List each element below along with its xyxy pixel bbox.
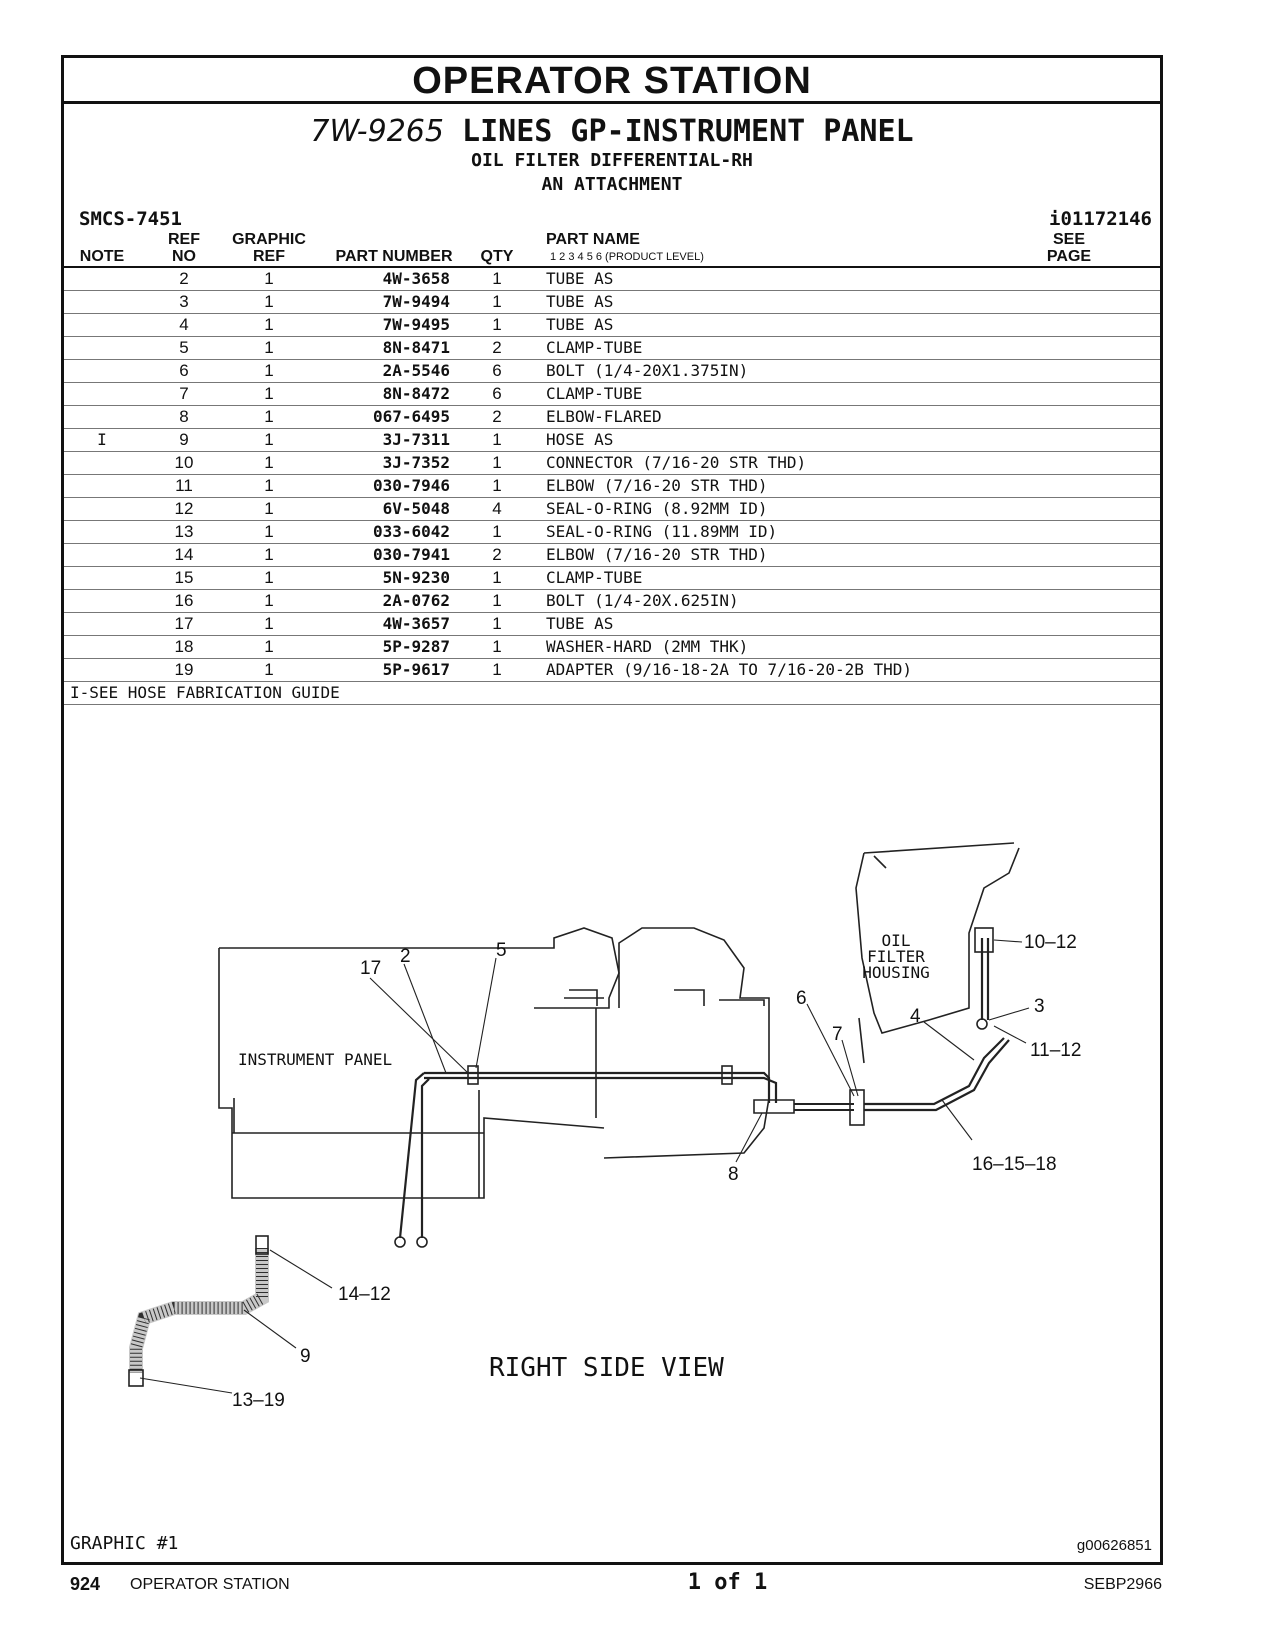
cell-pn: 033-6042 <box>372 522 450 541</box>
callout-11-12: 11–12 <box>1030 1040 1082 1061</box>
cell-ref: 7 <box>179 384 189 403</box>
table-row <box>64 659 1160 682</box>
table-row <box>64 314 1160 337</box>
callout-8: 8 <box>728 1164 739 1185</box>
oil-filter-label-1: OIL <box>881 931 911 950</box>
document-id: i01172146 <box>1049 208 1152 230</box>
cell-qty: 1 <box>492 637 502 656</box>
cell-pn: 030-7946 <box>372 476 450 495</box>
table-row <box>64 268 1160 291</box>
cell-pn: 8N-8472 <box>382 384 450 403</box>
oil-filter-housing-outline <box>856 843 1019 1033</box>
callout-7: 7 <box>832 1024 843 1045</box>
dash-module-outline <box>604 928 769 1158</box>
cell-ref: 19 <box>174 660 194 679</box>
header-qty: QTY <box>480 248 514 265</box>
header-graphic-ref <box>224 231 314 265</box>
cell-gref: 1 <box>264 269 274 288</box>
cell-name: CLAMP-TUBE <box>546 568 643 587</box>
section-title: OPERATOR STATION <box>64 58 1160 104</box>
cell-gref: 1 <box>264 407 274 426</box>
group-part-number: 7W-9265 <box>310 114 444 149</box>
callout-2: 2 <box>400 946 411 967</box>
cell-pn: 7W-9494 <box>382 292 450 311</box>
callout-3: 3 <box>1034 996 1045 1017</box>
table-row <box>64 590 1160 613</box>
cell-pn: 7W-9495 <box>382 315 450 334</box>
cell-ref: 10 <box>174 453 194 472</box>
tube-2 <box>422 1079 429 1238</box>
cell-qty: 4 <box>492 499 502 518</box>
header-see-page <box>1039 231 1099 265</box>
tube-17 <box>400 1073 424 1238</box>
panel-top-left-shape <box>219 928 619 1008</box>
cell-ref: 9 <box>179 430 189 449</box>
cell-name: ELBOW-FLARED <box>546 407 662 426</box>
cell-gref: 1 <box>264 545 274 564</box>
header-ref <box>159 231 209 265</box>
cell-gref: 1 <box>264 522 274 541</box>
header-note: NOTE <box>79 248 125 265</box>
table-row <box>64 475 1160 498</box>
header-ref-top: REF <box>168 231 200 248</box>
cell-gref: 1 <box>264 476 274 495</box>
table-row <box>64 337 1160 360</box>
footer-document: SEBP2966 <box>1083 1576 1162 1593</box>
header-part-number: PART NUMBER <box>335 248 453 265</box>
table-row <box>64 452 1160 475</box>
cell-gref: 1 <box>264 453 274 472</box>
callout-10-12: 10–12 <box>1024 932 1077 953</box>
footer-page-count: 1 of 1 <box>687 1570 768 1595</box>
cell-qty: 2 <box>492 338 502 357</box>
cell-note: I <box>97 430 107 449</box>
cell-ref: 11 <box>175 476 193 495</box>
header-ref-bottom: NO <box>172 248 196 265</box>
cell-name: ELBOW (7/16-20 STR THD) <box>546 476 768 495</box>
cell-gref: 1 <box>264 637 274 656</box>
callout-16-15-18: 16–15–18 <box>972 1154 1057 1175</box>
cell-ref: 2 <box>179 269 189 288</box>
cell-name: BOLT (1/4-20X.625IN) <box>546 591 739 610</box>
cell-qty: 2 <box>492 407 502 426</box>
oil-filter-label-2: FILTER <box>867 947 925 966</box>
cell-ref: 3 <box>179 292 189 311</box>
cell-ref: 5 <box>179 338 189 357</box>
cell-qty: 1 <box>492 660 502 679</box>
cell-pn: 2A-0762 <box>382 591 450 610</box>
callout-13-19: 13–19 <box>232 1390 285 1411</box>
header-graphic-top: GRAPHIC <box>232 231 306 248</box>
graphic-number: GRAPHIC #1 <box>70 1533 179 1554</box>
cell-pn: 4W-3658 <box>382 269 450 288</box>
cell-qty: 1 <box>492 522 502 541</box>
cell-gref: 1 <box>264 338 274 357</box>
cell-qty: 6 <box>492 361 502 380</box>
cell-gref: 1 <box>264 568 274 587</box>
header-see-top: SEE <box>1052 231 1085 248</box>
cell-gref: 1 <box>264 430 274 449</box>
table-row <box>64 429 1160 452</box>
table-row <box>64 636 1160 659</box>
cell-pn: 8N-8471 <box>382 338 450 357</box>
cell-gref: 1 <box>264 361 274 380</box>
cell-name: BOLT (1/4-20X1.375IN) <box>546 361 749 380</box>
page-frame <box>61 55 1163 1565</box>
parts-table <box>64 268 1160 705</box>
table-row <box>64 360 1160 383</box>
header-graphic-bottom: REF <box>253 248 285 265</box>
table-row <box>64 567 1160 590</box>
cell-ref: 6 <box>179 361 189 380</box>
cell-pn: 4W-3657 <box>382 614 450 633</box>
cell-gref: 1 <box>264 614 274 633</box>
cell-name: ELBOW (7/16-20 STR THD) <box>546 545 768 564</box>
cell-qty: 1 <box>492 453 502 472</box>
cell-name: TUBE AS <box>546 315 614 334</box>
cell-name: TUBE AS <box>546 614 614 633</box>
cell-pn: 030-7941 <box>372 545 450 564</box>
cell-pn: 067-6495 <box>372 407 450 426</box>
cell-pn: 5P-9617 <box>382 660 450 679</box>
cell-gref: 1 <box>264 315 274 334</box>
cell-ref: 14 <box>174 545 194 564</box>
group-subtitle-1: OIL FILTER DIFFERENTIAL-RH <box>471 150 753 171</box>
cell-name: CLAMP-TUBE <box>546 384 643 403</box>
callout-5: 5 <box>496 940 507 961</box>
cell-name: WASHER-HARD (2MM THK) <box>546 637 749 656</box>
cell-qty: 6 <box>492 384 502 403</box>
cell-gref: 1 <box>264 384 274 403</box>
table-row <box>64 613 1160 636</box>
table-footnote: I-SEE HOSE FABRICATION GUIDE <box>64 682 1160 705</box>
cell-pn: 6V-5048 <box>382 499 450 518</box>
callout-14-12: 14–12 <box>338 1284 391 1305</box>
cell-pn: 5N-9230 <box>382 568 450 587</box>
smcs-code: SMCS-7451 <box>79 208 182 230</box>
cell-name: ADAPTER (9/16-18-2A TO 7/16-20-2B THD) <box>546 660 913 679</box>
cell-pn: 3J-7352 <box>382 453 450 472</box>
cell-gref: 1 <box>264 292 274 311</box>
cell-ref: 12 <box>174 499 194 518</box>
cell-gref: 1 <box>264 499 274 518</box>
cell-gref: 1 <box>264 591 274 610</box>
cell-qty: 1 <box>492 614 502 633</box>
group-title <box>64 114 1160 150</box>
parts-illustration <box>64 828 1160 1468</box>
cell-pn: 2A-5546 <box>382 361 450 380</box>
cell-ref: 17 <box>174 614 194 633</box>
cell-qty: 1 <box>492 476 502 495</box>
cell-qty: 1 <box>492 591 502 610</box>
cell-ref: 8 <box>179 407 189 426</box>
cell-name: SEAL-O-RING (11.89MM ID) <box>546 522 778 541</box>
table-row <box>64 406 1160 429</box>
cell-pn: 3J-7311 <box>382 430 450 449</box>
cell-ref: 4 <box>179 315 189 334</box>
footer-section: OPERATOR STATION <box>130 1576 290 1593</box>
cell-qty: 1 <box>492 292 502 311</box>
cell-pn: 5P-9287 <box>382 637 450 656</box>
cell-qty: 1 <box>492 315 502 334</box>
cell-ref: 13 <box>174 522 194 541</box>
cell-qty: 1 <box>492 568 502 587</box>
cell-name: SEAL-O-RING (8.92MM ID) <box>546 499 768 518</box>
table-row <box>64 291 1160 314</box>
table-row <box>64 383 1160 406</box>
graphic-id: g00626851 <box>1076 1537 1152 1554</box>
oil-filter-label-3: HOUSING <box>862 963 930 982</box>
callout-4: 4 <box>910 1006 921 1027</box>
cell-qty: 1 <box>492 430 502 449</box>
footer-page-number: 924 <box>70 1574 101 1594</box>
cell-ref: 18 <box>174 637 194 656</box>
cell-qty: 1 <box>492 269 502 288</box>
cell-gref: 1 <box>264 660 274 679</box>
cell-name: TUBE AS <box>546 269 614 288</box>
cell-name: HOSE AS <box>546 430 614 449</box>
cell-name: TUBE AS <box>546 292 614 311</box>
instrument-panel-label: INSTRUMENT PANEL <box>238 1050 393 1069</box>
header-product-level: 1 2 3 4 5 6 (PRODUCT LEVEL) <box>550 251 704 263</box>
header-see-bottom: PAGE <box>1046 248 1092 265</box>
group-subtitle-2: AN ATTACHMENT <box>541 174 683 195</box>
tube-4 <box>864 1038 1004 1104</box>
cell-ref: 16 <box>174 591 194 610</box>
cell-name: CONNECTOR (7/16-20 STR THD) <box>546 453 807 472</box>
table-row <box>64 498 1160 521</box>
table-row <box>64 544 1160 567</box>
header-part-name: PART NAME <box>546 231 640 248</box>
callout-17: 17 <box>360 958 382 979</box>
callout-6: 6 <box>796 988 807 1009</box>
cell-ref: 15 <box>174 568 194 587</box>
cell-qty: 2 <box>492 545 502 564</box>
group-name: LINES GP-INSTRUMENT PANEL <box>462 114 914 149</box>
callout-9: 9 <box>300 1346 311 1367</box>
cell-name: CLAMP-TUBE <box>546 338 643 357</box>
table-row <box>64 521 1160 544</box>
view-label: RIGHT SIDE VIEW <box>489 1353 724 1383</box>
